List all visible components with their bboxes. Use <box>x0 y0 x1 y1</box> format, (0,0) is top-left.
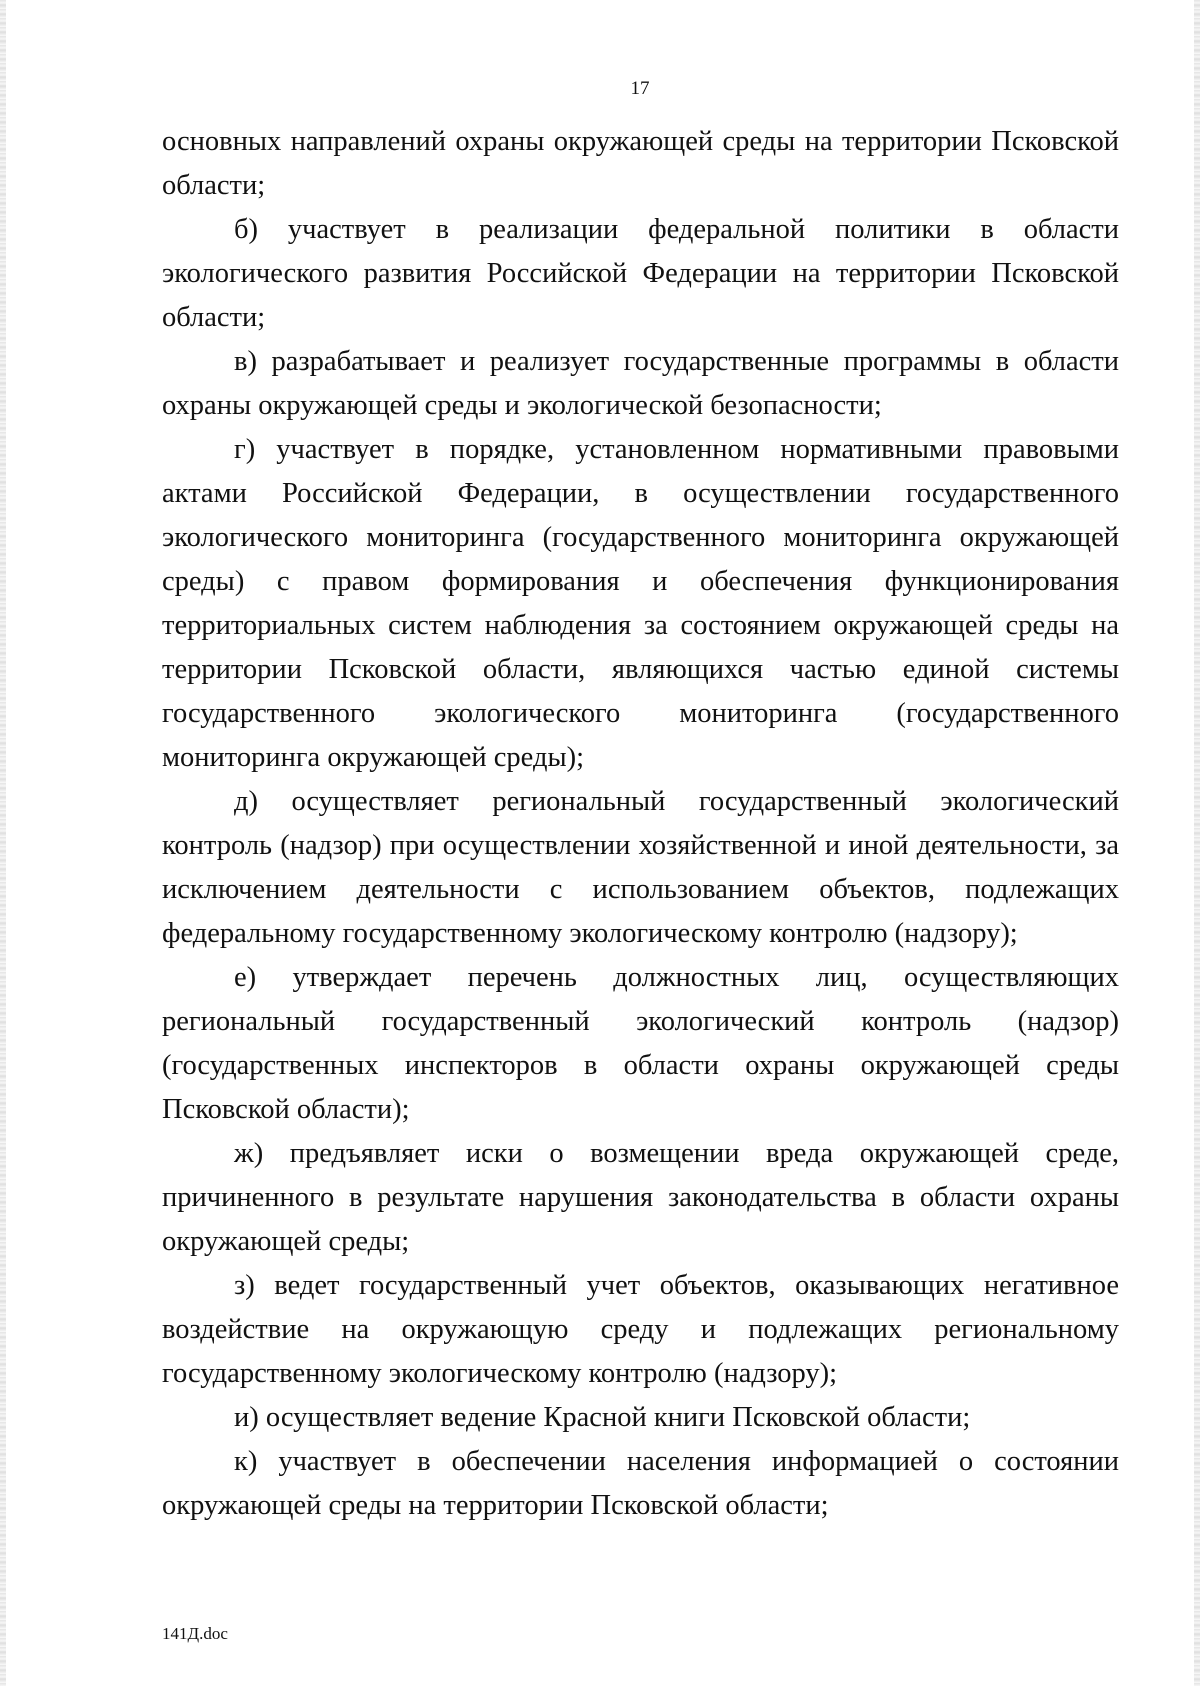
paragraph-item-v: в) разрабатывает и реализует государственные программы в области охраны окружающей среды и экологической безопасности; <box>162 346 1119 421</box>
paragraph-item-e: е) утверждает перечень должностных лиц, осуществляющих региональный государственный экологический контроль (надзор) (государственных инспекторов в области охраны окружающей среды Псковской области); <box>162 962 1119 1125</box>
paragraph-continuation: основных направлений охраны окружающей среды на территории Псковской области; <box>162 126 1119 201</box>
paragraph-item-d: д) осуществляет региональный государственный экологический контроль (надзор) при осуществлении хозяйственной и иной деятельности, за исключением деятельности с использованием объектов, подлежащих федеральному государственному экологическому контролю (надзору); <box>162 786 1119 949</box>
footer-filename: 141Д.doc <box>162 1624 228 1643</box>
scan-edge-left <box>0 0 6 1686</box>
paragraph-item-i: и) осуществляет ведение Красной книги Псковской области; <box>234 1402 971 1433</box>
page-number: 17 <box>630 78 650 99</box>
paragraph-item-z: з) ведет государственный учет объектов, оказывающих негативное воздействие на окружающую среду и подлежащих региональному государственному экологическому контролю (надзору); <box>162 1270 1119 1389</box>
paragraph-item-zh: ж) предъявляет иски о возмещении вреда окружающей среде, причиненного в результате нарушения законодательства в области охраны окружающей среды; <box>162 1138 1119 1257</box>
document-body <box>162 120 1119 1528</box>
paragraph-item-b: б) участвует в реализации федеральной политики в области экологического развития Российской Федерации на территории Псковской области; <box>162 214 1119 333</box>
scan-edge-right <box>1194 0 1200 1686</box>
paragraph-item-g: г) участвует в порядке, установленном нормативными правовыми актами Российской Федерации, в осуществлении государственного экологического мониторинга (государственного мониторинга окружающей среды) с правом формирования и обеспечения функционирования территориальных систем наблюдения за состоянием окружающей среды на территории Псковской области, являющихся частью единой системы государственного экологического мониторинга (государственного мониторинга окружающей среды); <box>162 434 1119 773</box>
paragraph-item-k: к) участвует в обеспечении населения информацией о состоянии окружающей среды на территории Псковской области; <box>162 1446 1119 1521</box>
